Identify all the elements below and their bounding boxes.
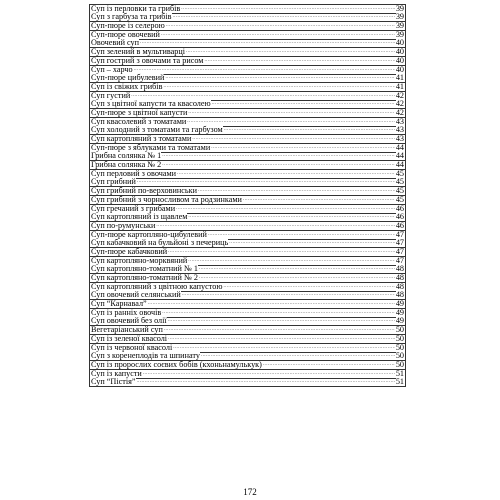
toc-entry-title: Суп грибний по-верховинськи — [91, 186, 197, 196]
toc-leader-dots — [131, 93, 395, 99]
toc-leader-dots — [212, 101, 395, 107]
toc-entry-title: Суп кабачковий на бульйоні з печериць — [91, 238, 229, 248]
toc-entry-title: Суп-пюре кабачковий — [91, 246, 168, 256]
toc-entry-page: 45 — [395, 177, 404, 187]
toc-leader-dots — [198, 188, 395, 194]
toc-entry-page: 40 — [395, 47, 404, 57]
toc-entry-page: 40 — [395, 64, 404, 74]
toc-entry-title: Суп-пюре овочевий — [91, 29, 160, 39]
toc-entry-title: Суп зелений в мультиварці — [91, 47, 185, 57]
toc-entry-title: Грибна солянка № 1 — [91, 151, 162, 161]
toc-leader-dots — [192, 136, 394, 142]
toc-entry-page: 39 — [395, 3, 404, 13]
toc-entry-page: 45 — [395, 186, 404, 196]
toc-entry-title: Суп грибний з чорносливом та родзинками — [91, 194, 242, 204]
toc-entry — [89, 379, 406, 388]
toc-entry-page: 50 — [395, 342, 404, 352]
toc-leader-dots — [181, 6, 395, 12]
toc-entry-title: Суп з цвітної капусти та квасолею — [91, 99, 211, 109]
toc-entry-page: 46 — [395, 212, 404, 222]
toc-entry — [89, 370, 406, 379]
toc-entry-page: 43 — [395, 125, 404, 135]
toc-entry-page: 49 — [395, 316, 404, 326]
toc-leader-dots — [186, 49, 395, 55]
toc-entry-page: 42 — [395, 107, 404, 117]
toc-entry-title: Суп квасолевий з томатами — [91, 116, 187, 126]
toc-entry-title: Суп “Карнавал” — [91, 299, 147, 309]
toc-leader-dots — [168, 336, 395, 342]
toc-leader-dots — [204, 58, 394, 64]
toc-leader-dots — [163, 84, 394, 90]
toc-entry-page: 39 — [395, 12, 404, 22]
toc-leader-dots — [143, 371, 395, 377]
table-of-contents — [89, 4, 406, 387]
toc-entry-page: 42 — [395, 99, 404, 109]
toc-entry-page: 46 — [395, 203, 404, 213]
toc-entry-title: Суп картопляно-томатний № 2 — [91, 273, 198, 282]
toc-entry-title: Суп картопляний з цвітною капустою — [91, 281, 223, 291]
toc-leader-dots — [177, 171, 395, 177]
toc-entry-title: Грибна солянка № 2 — [91, 160, 162, 170]
toc-entry-page: 47 — [395, 238, 404, 248]
toc-entry-page: 44 — [395, 151, 404, 161]
toc-entry-title: Суп з коренеплодів та шпинату — [91, 351, 200, 361]
toc-entry-title: Суп із свіжих грибів — [91, 81, 163, 91]
toc-entry-title: Суп-пюре з яблуками та томатами — [91, 142, 211, 152]
toc-entry-title: Суп із капусти — [91, 368, 142, 378]
toc-entry-page: 48 — [395, 264, 404, 274]
toc-leader-dots — [162, 162, 395, 168]
toc-entry-page: 47 — [395, 246, 404, 256]
toc-entry-page: 50 — [395, 325, 404, 335]
toc-entry-title: Овочевий суп — [91, 38, 140, 48]
toc-leader-dots — [243, 197, 395, 203]
toc-entry-title: Суп картопляно-томатний № 1 — [91, 264, 198, 274]
toc-entry-title: Суп із перловки та грибів — [91, 3, 181, 13]
toc-entry-title: Суп овочевий селянський — [91, 290, 181, 300]
toc-leader-dots — [173, 345, 395, 351]
toc-leader-dots — [168, 249, 395, 255]
toc-entry-title: Суп-пюре картопляно-цибулевий — [91, 229, 207, 239]
toc-leader-dots — [182, 292, 395, 298]
toc-entry-page: 47 — [395, 229, 404, 239]
toc-leader-dots — [263, 362, 395, 368]
toc-entry-page: 40 — [395, 38, 404, 48]
toc-leader-dots — [168, 318, 395, 324]
toc-entry-page: 48 — [395, 290, 404, 300]
toc-entry-title: Суп “Пістія” — [91, 377, 136, 387]
toc-entry-title: Суп-пюре із селерою — [91, 21, 165, 31]
toc-leader-dots — [201, 353, 395, 359]
toc-entry-page: 48 — [395, 281, 404, 291]
toc-leader-dots — [199, 275, 395, 281]
toc-leader-dots — [188, 258, 395, 264]
toc-entry-page: 40 — [395, 55, 404, 65]
toc-entry-page: 46 — [395, 220, 404, 230]
toc-entry-title: Суп-пюре з цвітної капусти — [91, 107, 188, 117]
toc-entry-title: Суп овочевий без олії — [91, 316, 167, 326]
toc-entry-title: Суп по-румунськи — [91, 220, 156, 230]
toc-entry-page: 39 — [395, 21, 404, 31]
toc-leader-dots — [223, 284, 394, 290]
toc-entry-title: Суп гречаний з грибами — [91, 203, 176, 213]
toc-leader-dots — [166, 23, 395, 29]
toc-entry-title: Суп із червоної квасолі — [91, 342, 173, 352]
toc-entry-page: 51 — [395, 368, 404, 378]
toc-entry-page: 45 — [395, 194, 404, 204]
toc-leader-dots — [148, 301, 395, 307]
toc-entry — [89, 170, 406, 179]
toc-entry-page: 45 — [395, 168, 404, 178]
toc-leader-dots — [137, 379, 395, 385]
toc-entry-title: Суп грибний — [91, 177, 136, 187]
toc-leader-dots — [188, 214, 394, 220]
toc-entry-title: Суп-пюре цибулевий — [91, 73, 165, 83]
toc-leader-dots — [164, 327, 395, 333]
toc-entry-title: Суп із зеленої квасолі — [91, 333, 168, 343]
toc-entry-page: 47 — [395, 255, 404, 265]
toc-leader-dots — [137, 179, 395, 185]
toc-leader-dots — [187, 119, 395, 125]
toc-entry-title: Суп холодний з томатами та гарбузом — [91, 125, 223, 135]
toc-entry-page: 43 — [395, 116, 404, 126]
toc-entry-page: 39 — [395, 29, 404, 39]
toc-entry-title: Суп із ранніх овочів — [91, 307, 162, 317]
toc-entry-page: 41 — [395, 73, 404, 83]
toc-leader-dots — [199, 266, 395, 272]
toc-entry-page: 49 — [395, 299, 404, 309]
toc-entry-page: 50 — [395, 333, 404, 343]
toc-entry-title: Суп перловий з овочами — [91, 168, 177, 178]
toc-entry — [89, 57, 406, 66]
toc-leader-dots — [211, 145, 395, 151]
toc-leader-dots — [165, 75, 394, 81]
toc-leader-dots — [140, 40, 395, 46]
toc-entry-title: Суп – харчо — [91, 64, 133, 74]
toc-entry-title: Вегетаріанський суп — [91, 325, 163, 335]
toc-entry-title: Суп густий — [91, 90, 131, 100]
toc-entry-page: 50 — [395, 351, 404, 361]
toc-leader-dots — [176, 206, 395, 212]
toc-entry-title: Суп гострий з овочами та рисом — [91, 55, 204, 65]
toc-leader-dots — [208, 232, 395, 238]
toc-leader-dots — [134, 67, 395, 73]
toc-entry-page: 42 — [395, 90, 404, 100]
toc-leader-dots — [162, 310, 395, 316]
toc-entry — [89, 83, 406, 92]
toc-leader-dots — [156, 223, 394, 229]
toc-entry-page: 48 — [395, 273, 404, 282]
toc-leader-dots — [162, 153, 395, 159]
toc-entry-title: Суп із пророслих соєвих бобів (кхоньнамулькук) — [91, 359, 262, 369]
toc-entry-title: Суп картопляний із щавлем — [91, 212, 188, 222]
toc-entry-page: 51 — [395, 377, 404, 387]
toc-leader-dots — [173, 14, 395, 20]
toc-entry-page: 41 — [395, 81, 404, 91]
page-number: 172 — [243, 487, 257, 497]
toc-leader-dots — [161, 32, 395, 38]
toc-leader-dots — [188, 110, 394, 116]
toc-entry-title: Суп з гарбуза та грибів — [91, 12, 172, 22]
toc-entry-page: 44 — [395, 160, 404, 170]
toc-entry-title: Суп картопляно-морквяний — [91, 255, 188, 265]
toc-entry-title: Суп картопляний з томатами — [91, 134, 192, 143]
toc-leader-dots — [224, 127, 395, 133]
toc-entry-page: 49 — [395, 307, 404, 317]
toc-leader-dots — [229, 240, 395, 246]
toc-entry-page: 44 — [395, 142, 404, 152]
toc-entry-page: 43 — [395, 134, 404, 143]
toc-entry-page: 50 — [395, 359, 404, 369]
